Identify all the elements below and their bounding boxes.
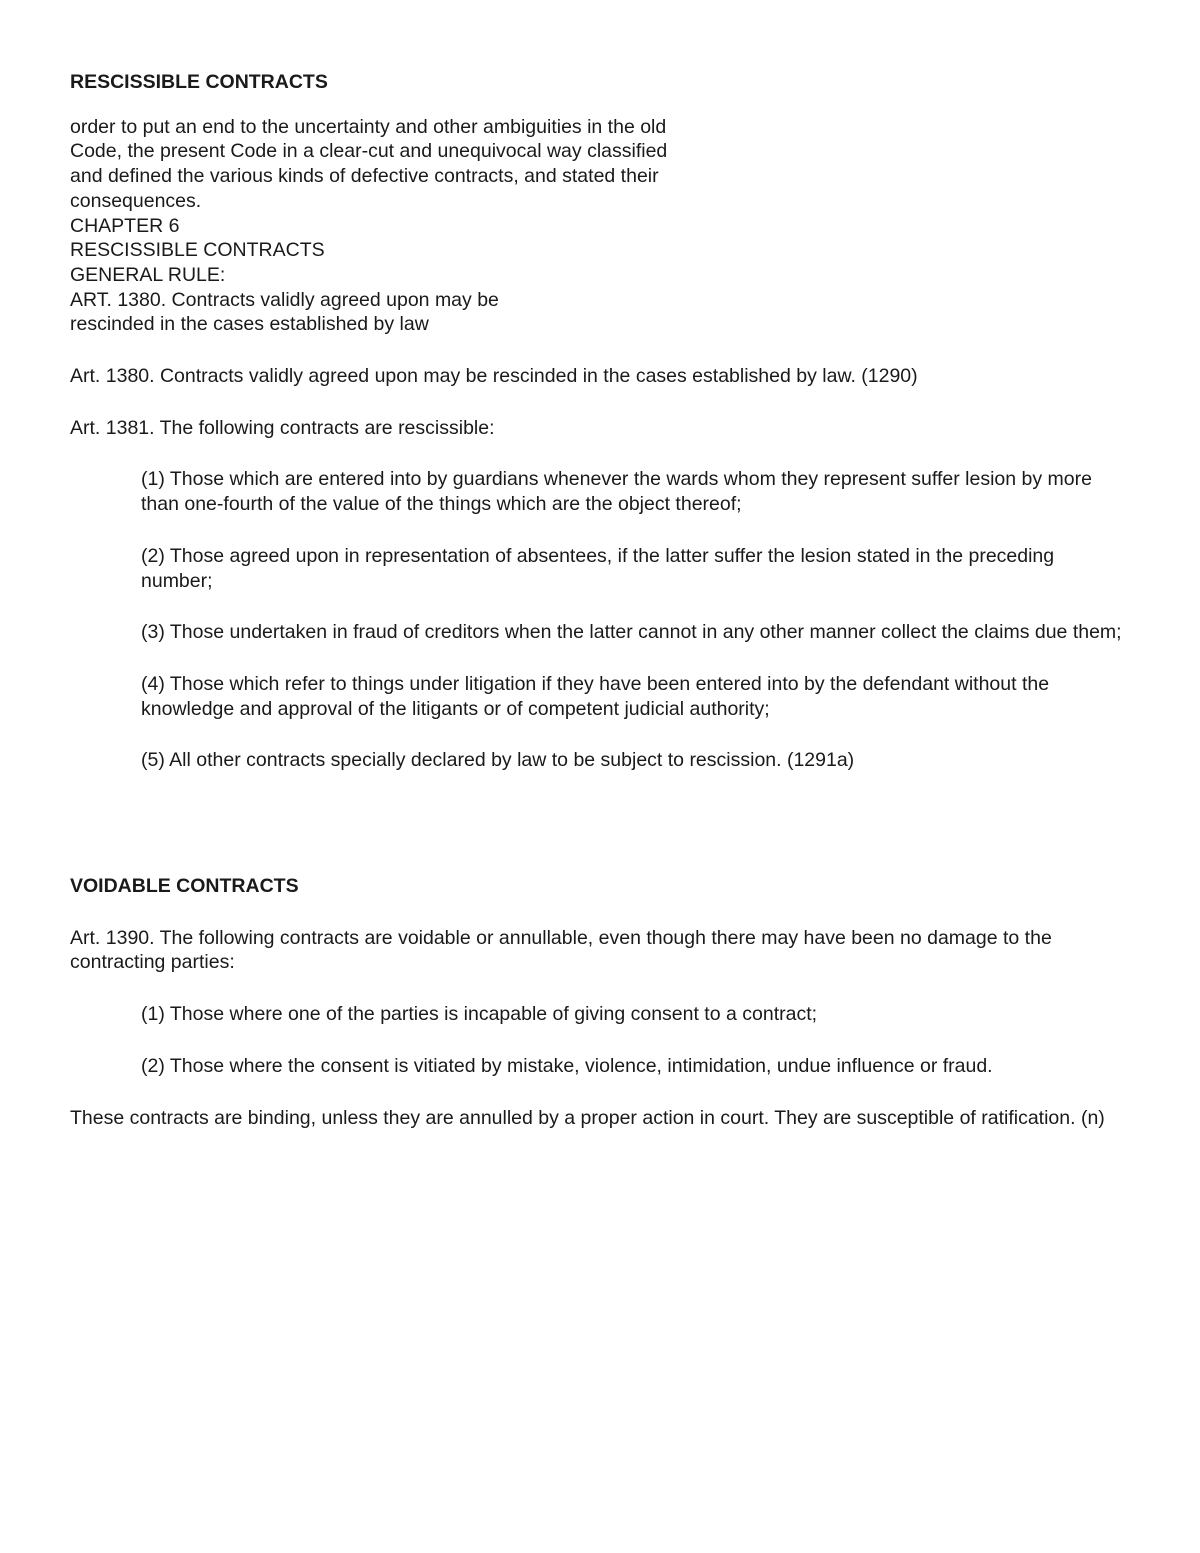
intro-line: rescinded in the cases established by law [70, 313, 429, 336]
art-1380-paragraph: Art. 1380. Contracts validly agreed upon may be rescinded in the cases established by law. (1290) [70, 365, 918, 388]
intro-line: GENERAL RULE: [70, 263, 226, 286]
intro-line: ART. 1380. Contracts validly agreed upon may be [70, 288, 499, 311]
art-1381-paragraph: Art. 1381. The following contracts are rescissible: [70, 416, 495, 439]
section-heading-voidable: VOIDABLE CONTRACTS [70, 875, 299, 898]
intro-line: and defined the various kinds of defective contracts, and stated their [70, 165, 659, 188]
intro-block [70, 115, 1130, 337]
section-heading-rescissible: RESCISSIBLE CONTRACTS [70, 71, 328, 93]
rescissible-item-2: (2) Those agreed upon in representation of absentees, if the latter suffer the lesion stated in the preceding number; [141, 544, 1055, 592]
document-page [70, 70, 1130, 1130]
intro-line: RESCISSIBLE CONTRACTS [70, 239, 325, 262]
voidable-item-2: (2) Those where the consent is vitiated by mistake, violence, intimidation, undue influence or fraud. [141, 1054, 993, 1077]
rescissible-item-5: (5) All other contracts specially declared by law to be subject to rescission. (1291a) [141, 749, 855, 772]
rescissible-item-3: (3) Those undertaken in fraud of creditors when the latter cannot in any other manner collect the claims due them; [141, 621, 1122, 644]
rescissible-item-4: (4) Those which refer to things under litigation if they have been entered into by the defendant without the knowledge and approval of the litigants or of competent judicial authority; [141, 672, 1050, 720]
closing-paragraph: These contracts are binding, unless they are annulled by a proper action in court. They are susceptible of ratification. (n) [70, 1106, 1105, 1129]
art-1390-paragraph: Art. 1390. The following contracts are voidable or annullable, even though there may have been no damage to the contracting parties: [70, 926, 1052, 974]
intro-line: order to put an end to the uncertainty and other ambiguities in the old [70, 115, 667, 138]
intro-line: Code, the present Code in a clear-cut and unequivocal way classified [70, 140, 668, 163]
rescissible-item-1: (1) Those which are entered into by guardians whenever the wards whom they represent suffer lesion by more than one-fourth of the value of the things which are the object thereof; [141, 468, 1092, 516]
intro-line: CHAPTER 6 [70, 214, 180, 237]
voidable-item-1: (1) Those where one of the parties is incapable of giving consent to a contract; [141, 1003, 818, 1026]
intro-line: consequences. [70, 189, 202, 212]
